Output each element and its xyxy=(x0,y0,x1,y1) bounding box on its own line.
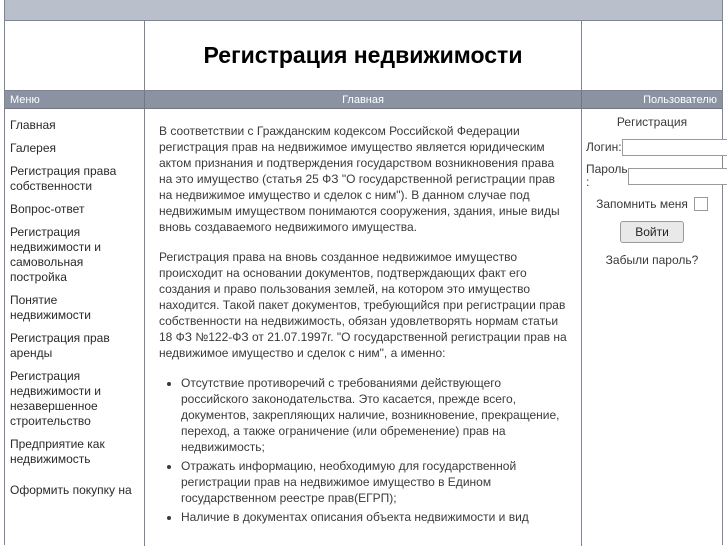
remember-me-label: Запомнить меня xyxy=(596,197,688,211)
list-item: • Наличие в документах описания объекта недвижимости и вид xyxy=(181,509,567,525)
sidebar-item-registraciya-prav-arendy[interactable]: Регистрация прав аренды xyxy=(10,331,110,360)
sidebar-item-nezavershennoe-stroitelstvo[interactable]: Регистрация недвижимости и незавершенное строительство xyxy=(10,369,102,428)
page-container xyxy=(4,0,723,545)
registration-title: Регистрация xyxy=(616,115,688,129)
forgot-password-link[interactable]: Забыли пароль? xyxy=(605,253,699,267)
login-field-row xyxy=(586,139,718,156)
requirements-list xyxy=(159,375,567,525)
sidebar-item-spacer[interactable] xyxy=(5,471,144,479)
login-label: Логин: xyxy=(586,140,622,154)
password-label: Пароль : xyxy=(586,162,628,189)
sidebar-item-oformit-pokupku[interactable]: Оформить покупку на xyxy=(10,483,132,497)
list-item: • Отражать информацию, необходимую для государственной регистрации прав на недвижимое имущество в Едином государственном реестре прав(ЕГРП); xyxy=(181,458,567,506)
sidebar-item-galereya[interactable]: Галерея xyxy=(10,141,57,155)
menu-bar-label: Меню xyxy=(5,91,145,108)
body-columns xyxy=(5,109,722,546)
login-button[interactable]: Войти xyxy=(620,221,684,243)
site-header xyxy=(5,21,722,91)
user-bar-label: Пользователю xyxy=(643,93,717,106)
password-field-row xyxy=(586,163,718,189)
sidebar-item-predpriyatie-kak-nedvizhimost[interactable]: Предприятие как недвижимость xyxy=(10,437,105,466)
content-paragraph-2: Регистрация права на вновь созданное недвижимое имущество происходит на основании документов, подтверждающих факт его создания и право пользования землей, на котором это имущество находится. Такой пакет документов, требующийся при регистрации прав собственности на недвижимость, обязан удовлетворять нормам статьи 18 ФЗ №122-ФЗ от 21.07.1997г. "О государственной регистрации прав на недвижимое имущество и сделок с ним", а именно: xyxy=(159,250,567,360)
main-content xyxy=(145,109,582,546)
header-left-cell xyxy=(5,21,145,90)
login-input[interactable] xyxy=(622,139,727,156)
sidebar-item-ponyatie-nedvizhimosti[interactable]: Понятие недвижимости xyxy=(10,293,91,322)
sidebar-item-registraciya-prava-sobstvennosti[interactable]: Регистрация права собственности xyxy=(10,164,117,193)
sidebar-item-samovolnaya-postroyka[interactable]: Регистрация недвижимости и самовольная постройка xyxy=(10,225,102,284)
password-input[interactable] xyxy=(628,168,727,185)
content-bar-label: Главная xyxy=(145,91,582,108)
page-title: Регистрация недвижимости xyxy=(203,42,523,68)
list-item: • Отсутствие противоречий с требованиями действующего российского законодательства. Это касается, прежде всего, документов, закрепляющих наличие, возникновение, прекращение, переход, а также ограничение (или обременение) прав на недвижимость; xyxy=(181,375,567,455)
header-title-cell xyxy=(145,21,582,90)
section-bar xyxy=(5,91,722,109)
header-right-cell xyxy=(582,21,722,90)
remember-me-row xyxy=(586,197,718,211)
content-paragraph-1: В соответствии с Гражданским кодексом Российской Федерации регистрация прав на недвижимое имущество является юридическим актом признания и подтверждения государством возникновения права на это имущество (статья 25 ФЗ "О государственной регистрации прав на недвижимое имущество и сделок с ним"). В данном случае под недвижимым имуществом понимаются сооружения, здания, иные виды вновь создаваемого недвижимого имущества. xyxy=(159,124,560,234)
sidebar-item-vopros-otvet[interactable]: Вопрос-ответ xyxy=(10,202,85,216)
remember-me-checkbox[interactable] xyxy=(694,197,708,211)
user-panel xyxy=(582,109,722,546)
top-decorative-bar xyxy=(5,0,722,21)
sidebar-menu xyxy=(5,109,145,546)
sidebar-item-glavnaya[interactable]: Главная xyxy=(10,118,56,132)
